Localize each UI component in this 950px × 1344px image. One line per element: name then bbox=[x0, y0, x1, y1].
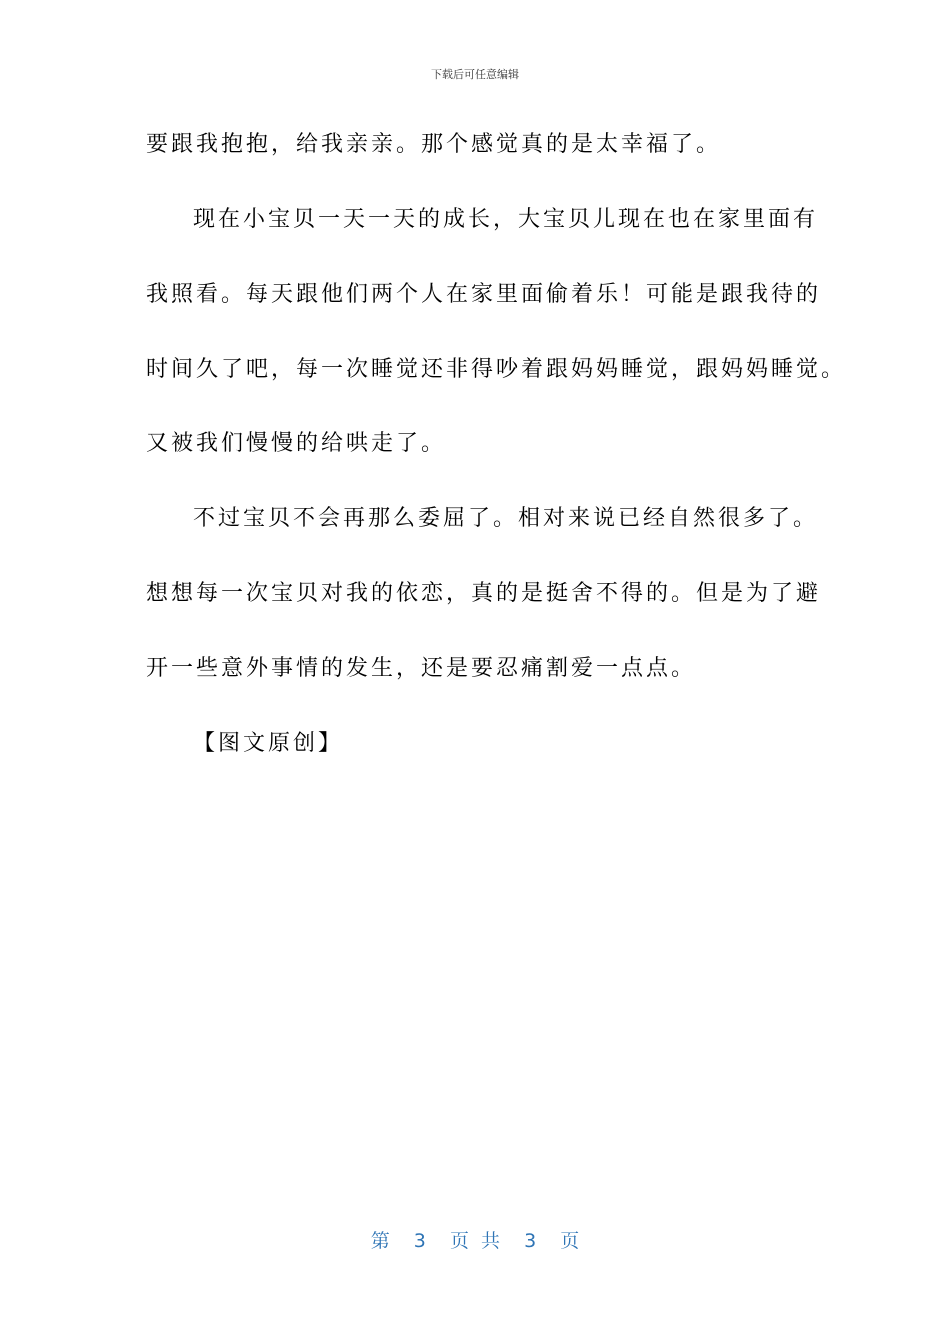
body-line: 我照看。每天跟他们两个人在家里面偷着乐！可能是跟我待的 bbox=[146, 282, 822, 307]
body-line: 不过宝贝不会再那么委屈了。相对来说已经自然很多了。 bbox=[193, 506, 819, 531]
page-header: 下载后可任意编辑 bbox=[431, 68, 519, 81]
page-footer: 第 3 页 共 3 页 bbox=[370, 1230, 580, 1252]
body-line: 想想每一次宝贝对我的依恋，真的是挺舍不得的。但是为了避 bbox=[146, 581, 822, 606]
body-line: 又被我们慢慢的给哄走了。 bbox=[146, 431, 447, 456]
body-line: 时间久了吧，每一次睡觉还非得吵着跟妈妈睡觉，跟妈妈睡觉。 bbox=[146, 357, 847, 382]
body-line: 开一些意外事情的发生，还是要忍痛割爱一点点。 bbox=[146, 656, 697, 681]
body-line: 现在小宝贝一天一天的成长，大宝贝儿现在也在家里面有 bbox=[193, 207, 819, 232]
body-line: 要跟我抱抱，给我亲亲。那个感觉真的是太幸福了。 bbox=[146, 132, 722, 157]
body-line: 【图文原创】 bbox=[193, 731, 344, 756]
